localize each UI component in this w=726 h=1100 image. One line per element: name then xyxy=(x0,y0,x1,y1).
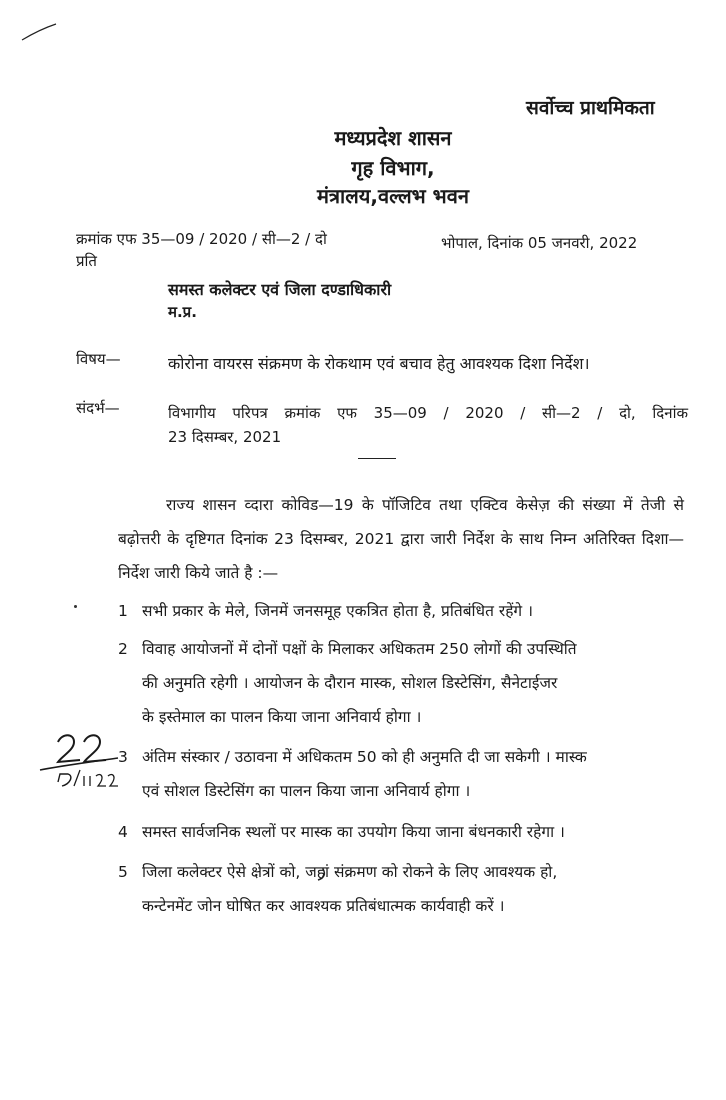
list-item xyxy=(118,632,684,734)
reference-number: क्रमांक एफ 35—09 / 2020 / सी—2 / दो xyxy=(76,230,327,248)
reference-line2: 23 दिसम्बर, 2021 xyxy=(168,428,282,446)
prati-label: प्रति xyxy=(76,252,97,270)
item-text xyxy=(142,594,684,628)
item-text xyxy=(142,815,684,849)
reference-line1: विभागीय परिपत्र क्रमांक एफ 35—09 / 2020 / सी—2 / दो, दिनांक xyxy=(168,404,688,422)
item-line: के इस्तेमाल का पालन किया जाना अनिवार्य होगा । xyxy=(142,708,422,726)
pen-stroke-top xyxy=(22,24,56,40)
subject-label: विषय— xyxy=(76,350,121,368)
item-line: अंतिम संस्कार / उठावना में अधिकतम 50 को ही अनुमति दी जा सकेगी । मास्क xyxy=(142,748,587,766)
item-line: जिला कलेक्टर ऐसे क्षेत्रों को, जहां संक्रमण को रोकने के लिए आवश्यक हो, xyxy=(142,863,558,881)
item-line: एवं सोशल डिस्टेसिंग का पालन किया जाना अनिवार्य होगा । xyxy=(142,782,471,800)
item-number: 4 xyxy=(118,823,128,841)
reference-label: संदर्भ— xyxy=(76,399,120,417)
priority-label: सर्वोच्च प्राथमिकता xyxy=(526,97,655,119)
addressee-line2: म.प्र. xyxy=(168,303,197,321)
intro-paragraph xyxy=(118,488,684,590)
item-line: समस्त सार्वजनिक स्थलों पर मास्क का उपयोग किया जाना बंधनकारी रहेगा । xyxy=(142,823,565,841)
list-item xyxy=(118,815,684,849)
item-number: 1 xyxy=(118,602,128,620)
divider-rule xyxy=(358,458,396,459)
place-date: भोपाल, दिनांक 05 जनवरी, 2022 xyxy=(441,234,638,252)
list-item xyxy=(118,855,684,923)
header-government: मध्यप्रदेश शासन xyxy=(334,126,452,150)
item-text xyxy=(142,855,684,923)
item-text xyxy=(142,740,684,808)
item-line: सभी प्रकार के मेले, जिनमें जनसमूह एकत्रित होता है, प्रतिबंधित रहेंगे । xyxy=(142,602,533,620)
item-number: 2 xyxy=(118,640,128,658)
item-line: विवाह आयोजनों में दोनों पक्षों के मिलाकर अधिकतम 250 लोगों की उपस्थिति xyxy=(142,640,577,658)
handwritten-initials-signature xyxy=(40,735,118,786)
header-ministry: मंत्रालय,वल्लभ भवन xyxy=(317,184,469,208)
item-number: 5 xyxy=(118,863,128,881)
addressee-line1: समस्त कलेक्टर एवं जिला दण्डाधिकारी xyxy=(168,280,392,299)
item-line: की अनुमति रहेगी । आयोजन के दौरान मास्क, सोशल डिस्टेसिंग, सैनेटाईजर xyxy=(142,674,558,692)
item-number: 3 xyxy=(118,748,128,766)
item-line: कन्टेनमेंट जोन घोषित कर आवश्यक प्रतिबंधात्मक कार्यवाही करें । xyxy=(142,897,505,915)
intro-text: राज्य शासन व्दारा कोविड—19 के पॉजिटिव तथा एक्टिव केसेज़ की संख्या में तेजी से बढ़ोत्तरी के दृष्टिगत दिनांक 23 दिसम्बर, 2021 द्वारा जारी निर्देश के साथ निम्न अतिरिक्त दिशा—निर्देश जारी किये जाते है :— xyxy=(118,496,684,582)
subject-text: कोरोना वायरस संक्रमण के रोकथाम एवं बचाव हेतु आवश्यक दिशा निर्देश। xyxy=(168,354,590,373)
list-item xyxy=(118,594,684,628)
item-text xyxy=(142,632,684,734)
margin-dot xyxy=(74,605,77,608)
list-item xyxy=(118,740,684,808)
header-department: गृह विभाग, xyxy=(351,156,435,180)
